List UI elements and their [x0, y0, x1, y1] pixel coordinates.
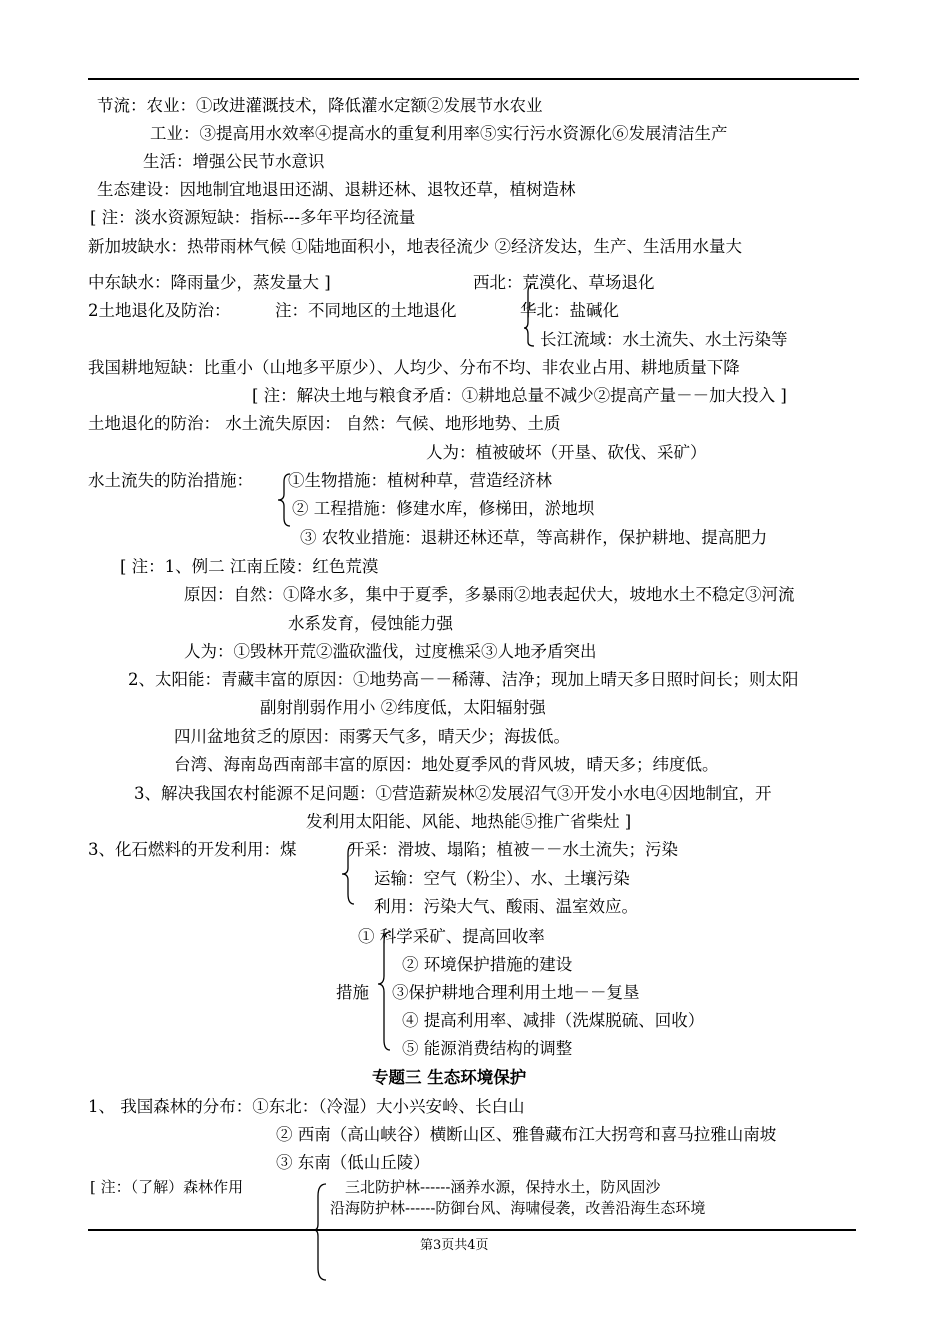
text-line: ③ 农牧业措施：退耕还林还草，等高耕作，保护耕地、提高肥力: [300, 528, 768, 547]
text-line: 开采：滑坡、塌陷；植被－－水土流失；污染: [348, 840, 678, 859]
text-line: 生态建设：因地制宜地退田还湖、退耕还林、退牧还草，植树造林: [97, 180, 576, 199]
text-line: 措施: [336, 983, 369, 1002]
text-line: 1、 我国森林的分布：①东北：（冷湿）大小兴安岭、长白山: [88, 1097, 525, 1116]
text-line: 2、太阳能：青藏丰富的原因：①地势高－－稀薄、洁净；现加上晴天多日照时间长；则太阳: [128, 670, 799, 689]
text-line: 西北：荒漠化、草场退化: [473, 273, 655, 292]
text-line: 3、解决我国农村能源不足问题：①营造薪炭林②发展沼气③开发小水电④因地制宜，开: [134, 784, 772, 803]
section-heading: 专题三 生态环境保护: [372, 1068, 527, 1087]
text-line: ③保护耕地合理利用土地－－复垦: [392, 983, 640, 1002]
text-line: 运输：空气（粉尘）、水、土壤污染: [374, 869, 630, 888]
text-line: 我国耕地短缺：比重小（山地多平原少）、人均少、分布不均、非农业占用、耕地质量下降: [88, 358, 740, 377]
page-footer: 第3页共4页: [420, 1238, 489, 1253]
text-line: [ 注：淡水资源短缺：指标---多年平均径流量: [90, 208, 416, 227]
brace-icon: [342, 844, 354, 904]
text-line: ①生物措施：植树种草，营造经济林: [288, 471, 552, 490]
brace-icon: [524, 284, 534, 346]
text-line: 工业：③提高用水效率④提高水的重复利用率⑤实行污水资源化⑥发展清洁生产: [150, 124, 728, 143]
brace-icon: [378, 932, 390, 1050]
text-line: ② 西南（高山峡谷）横断山区、雅鲁藏布江大拐弯和喜马拉雅山南坡: [276, 1125, 777, 1144]
text-line: 节流：农业：①改进灌溉技术，降低灌水定额②发展节水农业: [97, 96, 543, 115]
text-line: ② 环境保护措施的建设: [402, 955, 573, 974]
text-line: ② 工程措施：修建水库，修梯田，淤地坝: [292, 499, 595, 518]
text-line: 利用：污染大气、酸雨、温室效应。: [374, 897, 638, 916]
text-line: 中东缺水：降雨量少，蒸发量大 ]: [88, 273, 331, 292]
text-line: [ 注：解决土地与粮食矛盾：①耕地总量不减少②提高产量－－加大投入 ]: [252, 386, 787, 405]
text-line: [ 注：（了解）森林作用: [90, 1178, 244, 1196]
text-line: ① 科学采矿、提高回收率: [358, 927, 545, 946]
text-line: 新加坡缺水：热带雨林气候 ①陆地面积小，地表径流少 ②经济发达，生产、生活用水量大: [88, 237, 742, 256]
text-line: 人为：植被破坏（开垦、砍伐、采矿）: [426, 443, 707, 462]
text-line: 水系发育，侵蚀能力强: [288, 614, 453, 633]
text-line: [ 注：1、例二 江南丘陵：红色荒漠: [120, 557, 379, 576]
text-line: 四川盆地贫乏的原因：雨雾天气多，晴天少；海拔低。: [174, 727, 570, 746]
text-line: 副射削弱作用小 ②纬度低，太阳辐射强: [260, 698, 546, 717]
text-line: ④ 提高利用率、减排（洗煤脱硫、回收）: [402, 1011, 705, 1030]
text-line: 生活：增强公民节水意识: [143, 152, 325, 171]
text-line: 人为：①毁林开荒②滥砍滥伐，过度樵采③人地矛盾突出: [184, 642, 597, 661]
text-line: 原因：自然：①降水多，集中于夏季，多暴雨②地表起伏大，坡地水土不稳定③河流: [184, 585, 795, 604]
text-line: 长江流域：水土流失、水土污染等: [540, 330, 788, 349]
text-line: 3、化石燃料的开发利用：煤: [88, 840, 297, 859]
brace-icon: [314, 1184, 326, 1280]
brace-icon: [278, 474, 290, 526]
text-line: 2土地退化及防治：: [88, 301, 231, 320]
text-line: 土地退化的防治： 水土流失原因： 自然：气候、地形地势、土质: [88, 414, 561, 433]
text-line: 三北防护林------涵养水源，保持水土，防风固沙: [345, 1178, 661, 1196]
text-line: 水土流失的防治措施：: [88, 471, 253, 490]
text-line: 台湾、海南岛西南部丰富的原因：地处夏季风的背风坡，晴天多；纬度低。: [174, 755, 719, 774]
text-line: 发利用太阳能、风能、地热能⑤推广省柴灶 ]: [306, 812, 632, 831]
text-line: 华北：盐碱化: [520, 301, 619, 320]
text-line: ⑤ 能源消费结构的调整: [402, 1039, 573, 1058]
text-line: 沿海防护林------防御台风、海啸侵袭，改善沿海生态环境: [330, 1199, 706, 1217]
text-line: ③ 东南（低山丘陵）: [276, 1153, 430, 1172]
text-line: 注：不同地区的土地退化: [275, 301, 457, 320]
